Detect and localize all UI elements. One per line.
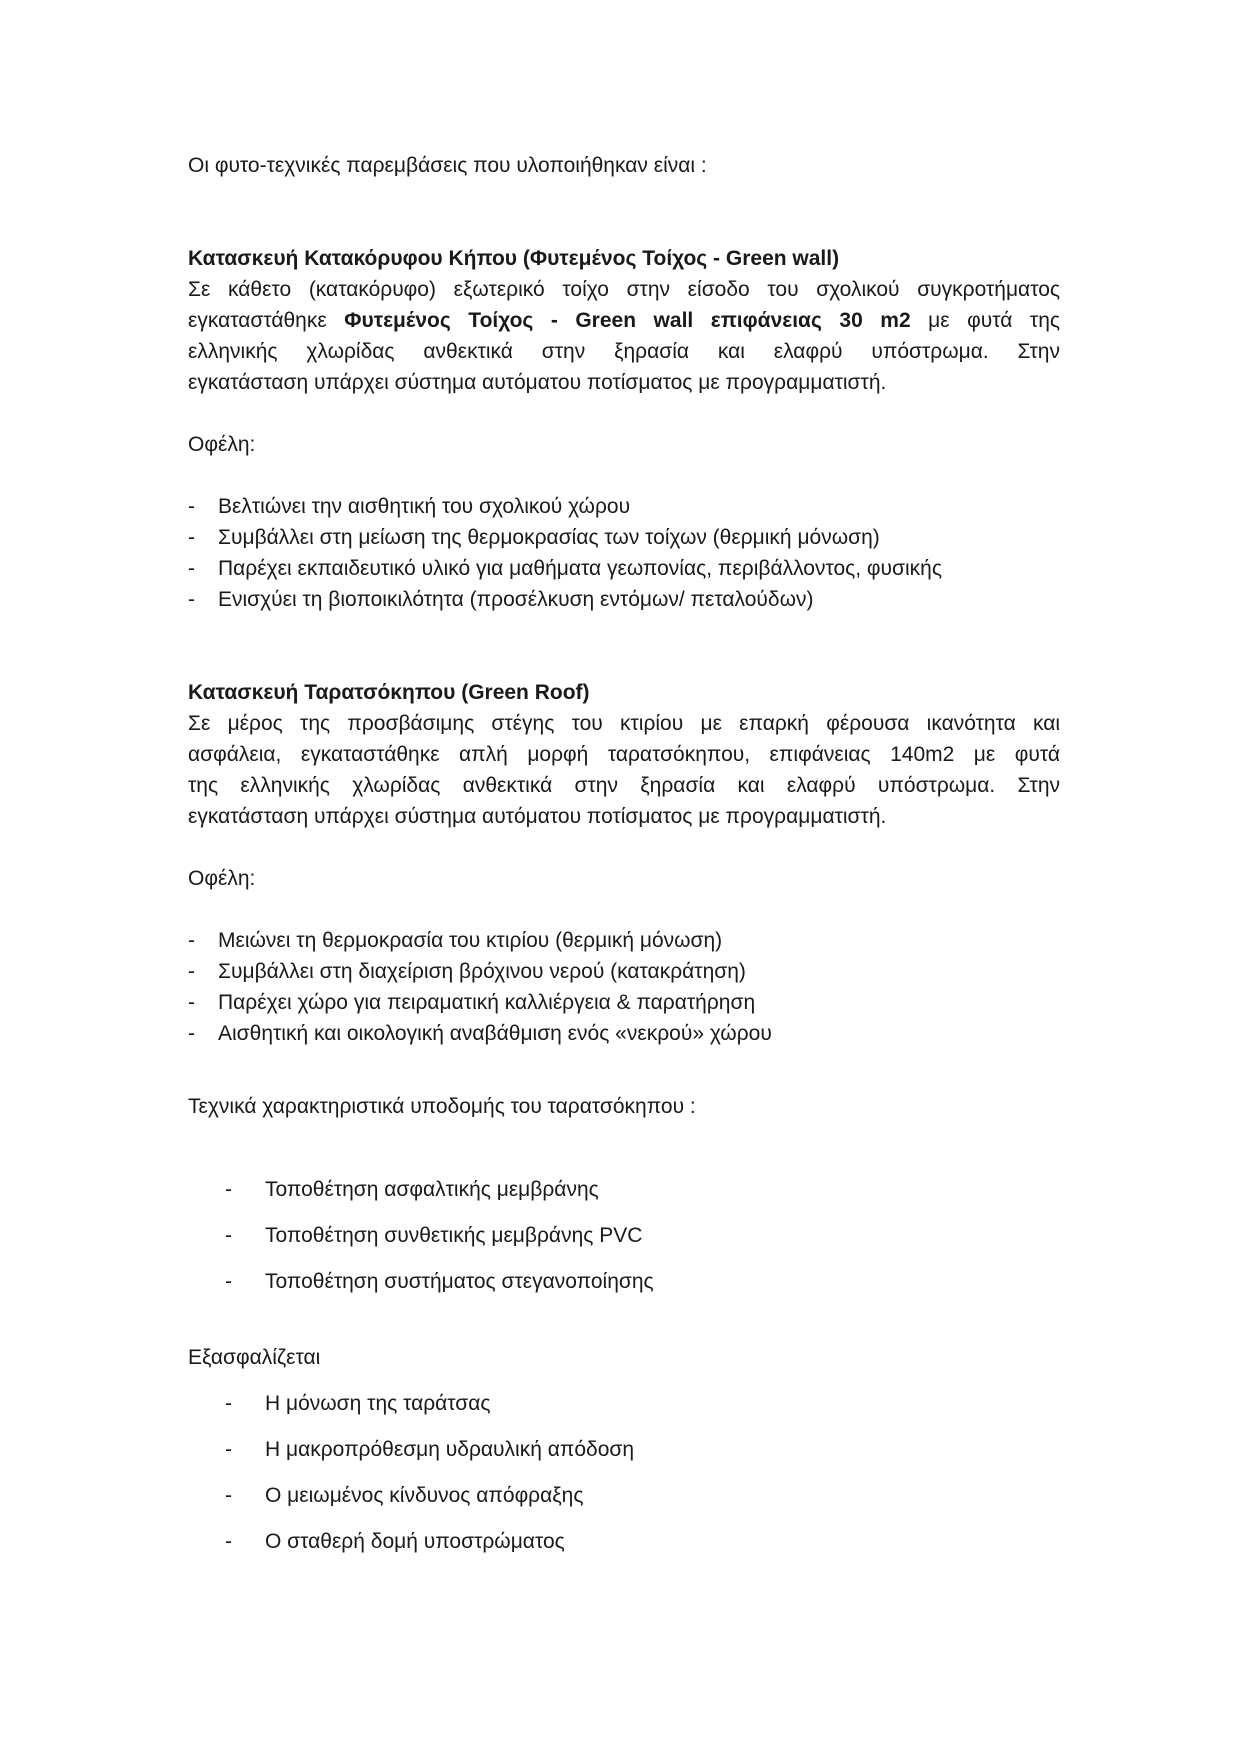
list-item: - Τοποθέτηση ασφαλτικής μεμβράνης xyxy=(225,1174,1060,1205)
paragraph-line: εγκατάσταση υπάρχει σύστημα αυτόματου ποτίσματος με προγραμματιστή. xyxy=(188,805,887,828)
paragraph-line: της ελληνικής χλωρίδας ανθεκτικά στην ξηρασία και ελαφρύ υπόστρωμα. Στην xyxy=(188,774,1060,797)
list-item: - Η μόνωση της ταράτσας xyxy=(225,1388,1060,1419)
list-item: - Βελτιώνει την αισθητική του σχολικού χώρου xyxy=(188,491,1060,522)
paragraph-line: ελληνικής χλωρίδας ανθεκτικά στην ξηρασία και ελαφρύ υπόστρωμα. Στην xyxy=(188,340,1060,363)
section-green-roof xyxy=(188,677,1060,1557)
list-item: - Τοποθέτηση συστήματος στεγανοποίησης xyxy=(225,1266,1060,1297)
bold-text-run: Φυτεμένος Τοίχος - Green wall επιφάνειας 30 m2 xyxy=(344,309,911,332)
ensured-label: Εξασφαλίζεται xyxy=(188,1346,321,1369)
paragraph-line xyxy=(188,305,1060,336)
list-item: - Η μακροπρόθεσμη υδραυλική απόδοση xyxy=(225,1434,1060,1465)
section-heading: Κατασκευή Ταρατσόκηπου (Green Roof) xyxy=(188,681,590,704)
list-item: - Συμβάλλει στη μείωση της θερμοκρασίας των τοίχων (θερμική μόνωση) xyxy=(188,522,1060,553)
benefits-list xyxy=(188,491,1060,615)
intro-paragraph: Οι φυτο-τεχνικές παρεμβάσεις που υλοποιήθηκαν είναι : xyxy=(188,154,707,177)
paragraph-line: ασφάλεια, εγκαταστάθηκε απλή μορφή ταρατσόκηπου, επιφάνειας 140m2 με φυτά xyxy=(188,743,1060,766)
list-item: - Ο σταθερή δομή υποστρώματος xyxy=(225,1526,1060,1557)
paragraph-line: εγκατάσταση υπάρχει σύστημα αυτόματου ποτίσματος με προγραμματιστή. xyxy=(188,371,887,394)
list-item: - Τοποθέτηση συνθετικής μεμβράνης PVC xyxy=(225,1220,1060,1251)
tech-list xyxy=(188,1174,1060,1297)
text-run: εγκαταστάθηκε xyxy=(188,309,345,332)
tech-label: Τεχνικά χαρακτηριστικά υποδομής του ταρατσόκηπου : xyxy=(188,1095,696,1118)
benefits-label: Οφέλη: xyxy=(188,867,256,890)
list-item: - Ενισχύει τη βιοποικιλότητα (προσέλκυση εντόμων/ πεταλούδων) xyxy=(188,584,1060,615)
list-item: - Ο μειωμένος κίνδυνος απόφραξης xyxy=(225,1480,1060,1511)
paragraph-line: Σε μέρος της προσβάσιμης στέγης του κτιρίου με επαρκή φέρουσα ικανότητα και xyxy=(188,712,1060,735)
list-item: - Συμβάλλει στη διαχείριση βρόχινου νερού (κατακράτηση) xyxy=(188,956,1060,987)
list-item: - Παρέχει εκπαιδευτικό υλικό για μαθήματα γεωπονίας, περιβάλλοντος, φυσικής xyxy=(188,553,1060,584)
list-item: - Αισθητική και οικολογική αναβάθμιση ενός «νεκρού» χώρου xyxy=(188,1018,1060,1049)
paragraph-line: Σε κάθετο (κατακόρυφο) εξωτερικό τοίχο στην είσοδο του σχολικού συγκροτήματος xyxy=(188,278,1060,301)
benefits-label: Οφέλη: xyxy=(188,433,256,456)
section-green-wall xyxy=(188,243,1060,615)
benefits-list xyxy=(188,925,1060,1049)
text-run: με φυτά της xyxy=(910,309,1060,332)
ensured-list xyxy=(188,1388,1060,1557)
section-heading: Κατασκευή Κατακόρυφου Κήπου (Φυτεμένος Τοίχος - Green wall) xyxy=(188,247,840,270)
list-item: - Μειώνει τη θερμοκρασία του κτιρίου (θερμική μόνωση) xyxy=(188,925,1060,956)
document-body xyxy=(188,150,1060,1572)
list-item: - Παρέχει χώρο για πειραματική καλλιέργεια & παρατήρηση xyxy=(188,987,1060,1018)
